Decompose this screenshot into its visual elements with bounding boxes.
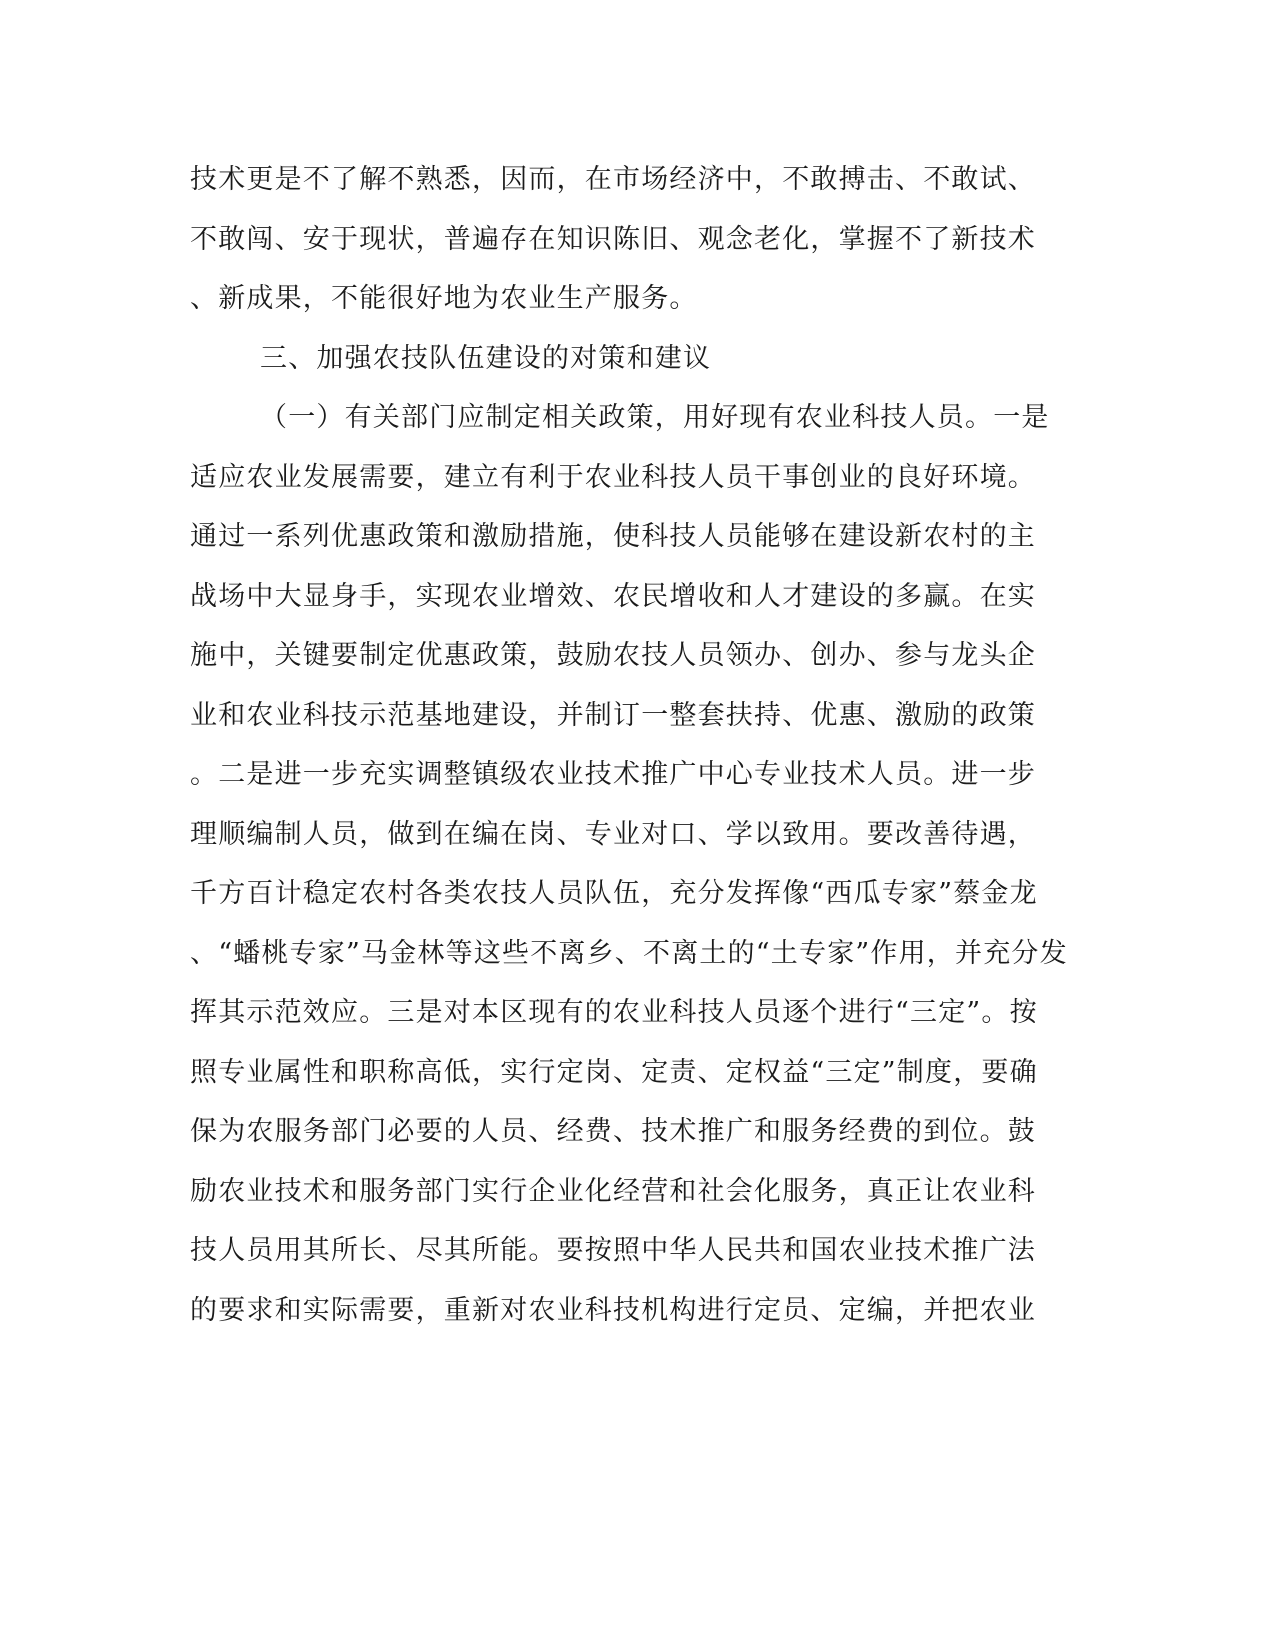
text-line-11: 。二是进一步充实调整镇级农业技术推广中心专业技术人员。进一步 (190, 759, 1036, 790)
text-line-16: 照专业属性和职称高低，实行定岗、定责、定权益“三定”制度，要确 (190, 1057, 1038, 1088)
text-line-10: 业和农业科技示范基地建设，并制订一整套扶持、优惠、激励的政策 (190, 700, 1036, 731)
text-line-15: 挥其示范效应。三是对本区现有的农业科技人员逐个进行“三定”。按 (190, 997, 1038, 1028)
text-line-20: 的要求和实际需要，重新对农业科技机构进行定员、定编，并把农业 (190, 1295, 1036, 1326)
text-line-13: 千方百计稳定农村各类农技人员队伍，充分发挥像“西瓜专家”蔡金龙 (190, 878, 1038, 909)
text-line-12: 理顺编制人员，做到在编在岗、专业对口、学以致用。要改善待遇， (190, 819, 1036, 850)
text-line-8: 战场中大显身手，实现农业增效、农民增收和人才建设的多赢。在实 (190, 581, 1036, 612)
text-line-18: 励农业技术和服务部门实行企业化经营和社会化服务，真正让农业科 (190, 1176, 1036, 1207)
text-line-17: 保为农服务部门必要的人员、经费、技术推广和服务经费的到位。鼓 (190, 1116, 1036, 1147)
text-line-19: 技人员用其所长、尽其所能。要按照中华人民共和国农业技术推广法 (190, 1235, 1036, 1266)
text-line-1: 技术更是不了解不熟悉，因而，在市场经济中，不敢搏击、不敢试、 (190, 164, 1036, 195)
text-line-7: 通过一系列优惠政策和激励措施，使科技人员能够在建设新农村的主 (190, 521, 1036, 552)
text-line-9: 施中，关键要制定优惠政策，鼓励农技人员领办、创办、参与龙头企 (190, 640, 1036, 671)
text-line-6: 适应农业发展需要，建立有利于农业科技人员干事创业的良好环境。 (190, 462, 1036, 493)
text-line-3: 、新成果，不能很好地为农业生产服务。 (190, 283, 698, 314)
section-heading: 三、加强农技队伍建设的对策和建议 (260, 343, 712, 374)
text-line-5: （一）有关部门应制定相关政策，用好现有农业科技人员。一是 (260, 402, 1050, 433)
text-line-14: 、“蟠桃专家”马金林等这些不离乡、不离土的“土专家”作用，并充分发 (190, 938, 1068, 969)
text-line-2: 不敢闯、安于现状，普遍存在知识陈旧、观念老化，掌握不了新技术 (190, 224, 1036, 255)
